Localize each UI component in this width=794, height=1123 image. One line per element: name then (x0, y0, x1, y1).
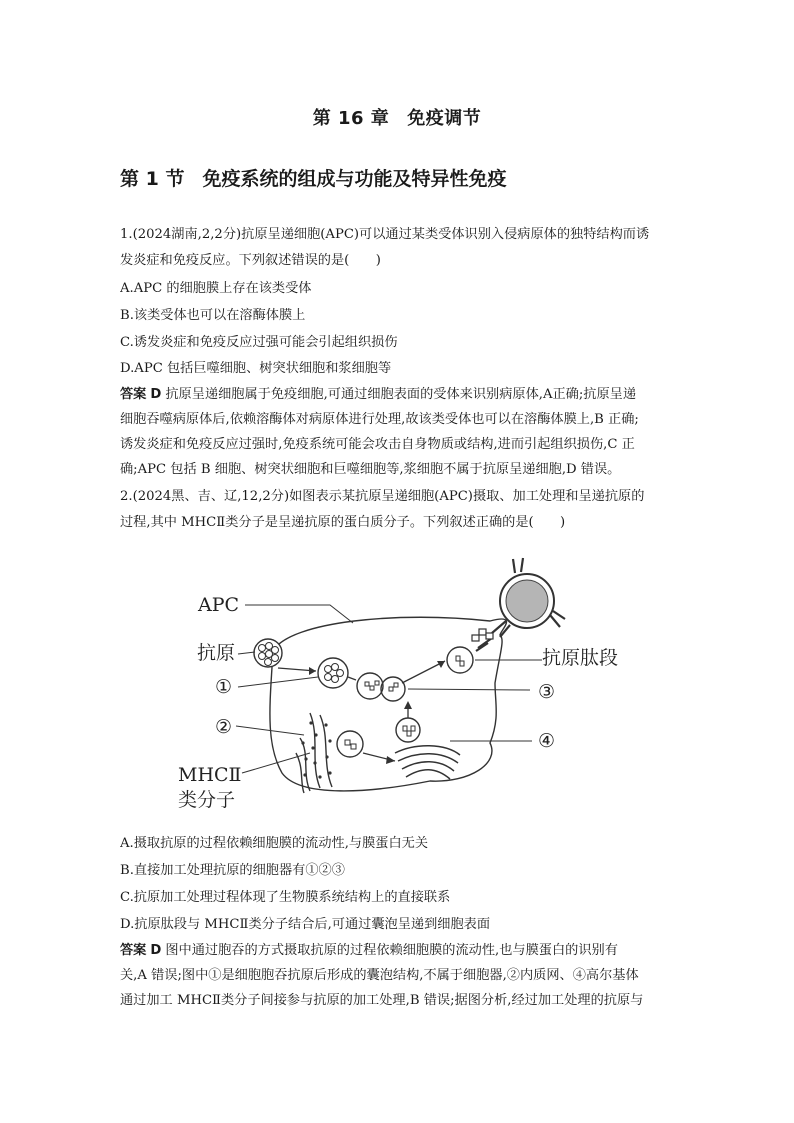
section-number: 第 1 节 (120, 168, 185, 190)
golgi-apparatus (395, 746, 460, 779)
q1-answer-line: 细胞吞噬病原体后,依赖溶酶体对病原体进行处理,故该类受体也可以在溶酶体膜上,B 正确; (120, 412, 639, 427)
q1-option-a: A.APC 的细胞膜上存在该类受体 (120, 281, 312, 296)
q2-stem-line: 2.(2024黑、吉、辽,12,2分)如图表示某抗原呈递细胞(APC)摄取、加工处理和呈递抗原的 (120, 489, 645, 504)
label-mhc-line2: 类分子 (178, 789, 236, 811)
answer-letter: D (150, 387, 162, 402)
q2-answer-line: 关,A 错误;图中①是细胞胞吞抗原后形成的囊泡结构,不属于细胞器,②内质网、④高尔基体 (120, 968, 639, 983)
answer-label: 答案 (120, 387, 147, 402)
q1-answer-line (120, 386, 680, 404)
section-title (120, 164, 506, 191)
t-cell-nucleus (506, 580, 548, 622)
chapter-number: 第 16 章 (312, 108, 390, 129)
chapter-title (0, 104, 794, 130)
apc-diagram (170, 543, 630, 813)
q2-option-a: A.摄取抗原的过程依赖细胞膜的流动性,与膜蛋白无关 (120, 836, 429, 851)
q1-option-d: D.APC 包括巨噬细胞、树突状细胞和浆细胞等 (120, 361, 392, 376)
q1-option-c: C.诱发炎症和免疫反应过强可能会引起组织损伤 (120, 335, 398, 350)
q1-stem-line: 1.(2024湖南,2,2分)抗原呈递细胞(APC)可以通过某类受体识别入侵病原体的独特结构而诱 (120, 227, 650, 242)
answer-letter: D (150, 943, 162, 958)
label-3: ③ (538, 681, 556, 703)
label-1: ① (215, 676, 233, 698)
q1-answer-line: 确;APC 包括 B 细胞、树突状细胞和巨噬细胞等,浆细胞不属于抗原呈递细胞,D 错误。 (120, 462, 621, 477)
q2-answer-line (120, 942, 680, 960)
q1-option-b: B.该类受体也可以在溶酶体膜上 (120, 308, 306, 323)
q2-option-b: B.直接加工处理抗原的细胞器有①②③ (120, 863, 345, 878)
label-4: ④ (538, 730, 556, 752)
golgi-vesicle (396, 718, 420, 742)
q1-stem-line: 发炎症和免疫反应。下列叙述错误的是( ) (120, 253, 381, 268)
q2-option-d: D.抗原肽段与 MHCⅡ类分子结合后,可通过囊泡呈递到细胞表面 (120, 917, 491, 932)
chapter-name: 免疫调节 (407, 108, 482, 129)
label-apc: APC (198, 594, 240, 616)
section-name: 免疫系统的组成与功能及特异性免疫 (202, 168, 507, 190)
label-2: ② (215, 716, 233, 738)
q2-option-c: C.抗原加工处理过程体现了生物膜系统结构上的直接联系 (120, 890, 451, 905)
answer-label: 答案 (120, 943, 147, 958)
q2-answer-line: 通过加工 MHCⅡ类分子间接参与抗原的加工处理,B 错误;据图分析,经过加工处理的抗原与 (120, 993, 644, 1008)
label-antigen: 抗原 (197, 642, 236, 664)
q1-answer-line: 诱发炎症和免疫反应过强时,免疫系统可能会攻击自身物质或结构,进而引起组织损伤,C 正 (120, 437, 635, 452)
answer-text: 图中通过胞吞的方式摄取抗原的过程依赖细胞膜的流动性,也与膜蛋白的识别有 (165, 943, 618, 958)
q2-stem-line: 过程,其中 MHCⅡ类分子是呈递抗原的蛋白质分子。下列叙述正确的是( ) (120, 515, 566, 530)
label-antigen-peptide: 抗原肽段 (542, 647, 619, 669)
answer-text: 抗原呈递细胞属于免疫细胞,可通过细胞表面的受体来识别病原体,A正确;抗原呈递 (165, 387, 637, 402)
label-mhc-line1: MHCⅡ (178, 764, 242, 786)
